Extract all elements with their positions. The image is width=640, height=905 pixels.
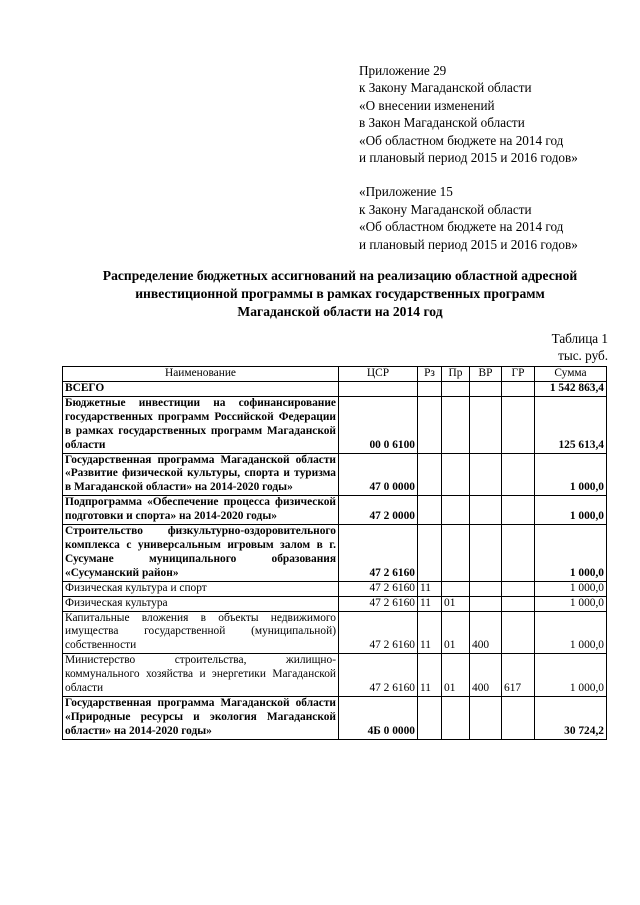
row-gr: 617: [502, 654, 535, 697]
row-gr: [502, 611, 535, 654]
row-pr: [442, 382, 470, 397]
appendix-line: Приложение 29: [359, 63, 447, 78]
row-rz: [418, 696, 442, 739]
row-csr: 47 2 6160: [339, 525, 418, 582]
row-rz: [418, 496, 442, 525]
row-vr: [470, 696, 502, 739]
row-csr: 47 2 6160: [339, 654, 418, 697]
row-name-text: Министерство строительства, жилищно-коммунального хозяйства и энергетики Магаданской области: [65, 654, 336, 695]
row-pr: [442, 696, 470, 739]
row-vr: [470, 581, 502, 596]
row-csr: [339, 382, 418, 397]
row-gr: [502, 581, 535, 596]
row-pr: [442, 496, 470, 525]
header-vr: ВР: [470, 367, 502, 382]
table-row: [63, 596, 607, 611]
row-name-text: ВСЕГО: [65, 382, 105, 394]
row-name: [63, 696, 339, 739]
row-rz: [418, 525, 442, 582]
appendix-line: к Закону Магаданской области: [359, 80, 532, 96]
row-name-text: Бюджетные инвестиции на софинансирование государственных программ Российской Федерации в рамках государственных программ Магаданской области: [65, 396, 336, 451]
row-name-text: Физическая культура: [65, 596, 168, 609]
appendix-line: и плановый период 2015 и 2016 годов»: [359, 150, 578, 166]
row-name-text: Капитальные вложения в объекты недвижимого имущества государственной (муниципальной) собственности: [65, 611, 336, 652]
row-vr: [470, 496, 502, 525]
row-pr: 01: [442, 654, 470, 697]
table-row: [63, 696, 607, 739]
row-csr: 4Б 0 0000: [339, 696, 418, 739]
row-name: [63, 382, 339, 397]
row-rz: [418, 453, 442, 496]
header-gr: ГР: [502, 367, 535, 382]
row-rz: [418, 396, 442, 453]
row-sum: 1 542 863,4: [535, 382, 607, 397]
row-gr: [502, 396, 535, 453]
header-rz: Рз: [418, 367, 442, 382]
row-pr: [442, 453, 470, 496]
row-name: [63, 496, 339, 525]
budget-table: [62, 366, 607, 740]
document-title: [40, 267, 640, 320]
row-vr: [470, 382, 502, 397]
appendix-line: в Закон Магаданской области: [359, 115, 525, 131]
row-vr: 400: [470, 654, 502, 697]
row-csr: 00 0 6100: [339, 396, 418, 453]
header-csr: ЦСР: [339, 367, 418, 382]
row-csr: 47 2 0000: [339, 496, 418, 525]
row-pr: [442, 525, 470, 582]
row-csr: 47 2 6160: [339, 596, 418, 611]
row-name: [63, 596, 339, 611]
appendix-line: «О внесении изменений: [359, 97, 495, 113]
row-vr: [470, 396, 502, 453]
header-name: Наименование: [63, 367, 339, 382]
table-row: [63, 382, 607, 397]
table-header-row: [63, 367, 607, 382]
row-csr: 47 0 0000: [339, 453, 418, 496]
row-name-text: Государственная программа Магаданской области «Природные ресурсы и экология Магаданской области» на 2014-2020 годы»: [65, 696, 336, 737]
row-gr: [502, 696, 535, 739]
row-gr: [502, 525, 535, 582]
row-name: [63, 525, 339, 582]
units-label: тыс. руб.: [558, 348, 608, 363]
table-row: [63, 525, 607, 582]
table-row: [63, 581, 607, 596]
row-rz: 11: [418, 611, 442, 654]
row-rz: [418, 382, 442, 397]
table-body: [63, 382, 607, 740]
row-sum: 1 000,0: [535, 453, 607, 496]
appendix-line: к Закону Магаданской области: [359, 201, 532, 217]
row-sum: 30 724,2: [535, 696, 607, 739]
table-row: [63, 496, 607, 525]
row-name: [63, 453, 339, 496]
row-pr: [442, 581, 470, 596]
row-name: [63, 396, 339, 453]
table-row: [63, 611, 607, 654]
table-label: Таблица 1: [551, 331, 608, 346]
row-sum: 125 613,4: [535, 396, 607, 453]
row-pr: 01: [442, 611, 470, 654]
row-rz: 11: [418, 596, 442, 611]
row-csr: 47 2 6160: [339, 611, 418, 654]
row-pr: [442, 396, 470, 453]
row-gr: [502, 496, 535, 525]
row-name: [63, 581, 339, 596]
row-gr: [502, 596, 535, 611]
row-vr: [470, 525, 502, 582]
title-line: инвестиционной программы в рамках государственных программ: [135, 285, 545, 301]
row-sum: 1 000,0: [535, 496, 607, 525]
row-name: [63, 611, 339, 654]
header-sum: Сумма: [535, 367, 607, 382]
row-name-text: Строительство физкультурно-оздоровительного комплекса с универсальным игровым залом в г. Сусумане муниципального образования «Сусуманский район»: [65, 525, 336, 579]
row-sum: 1 000,0: [535, 581, 607, 596]
table-row: [63, 654, 607, 697]
row-sum: 1 000,0: [535, 611, 607, 654]
row-name-text: Государственная программа Магаданской области «Развитие физической культуры, спорта и туризма в Магаданской области» на 2014-2020 годы»: [65, 453, 336, 494]
row-pr: 01: [442, 596, 470, 611]
table-row: [63, 396, 607, 453]
appendix-line: «Приложение 15: [359, 184, 453, 200]
header-pr: Пр: [442, 367, 470, 382]
appendix-line: «Об областном бюджете на 2014 год: [359, 132, 564, 148]
row-rz: 11: [418, 654, 442, 697]
row-sum: 1 000,0: [535, 525, 607, 582]
appendix-line: «Об областном бюджете на 2014 год: [359, 219, 564, 235]
row-csr: 47 2 6160: [339, 581, 418, 596]
row-vr: [470, 453, 502, 496]
row-name-text: Физическая культура и спорт: [65, 581, 207, 594]
row-gr: [502, 453, 535, 496]
row-name: [63, 654, 339, 697]
appendix-line: и плановый период 2015 и 2016 годов»: [359, 236, 578, 252]
row-rz: 11: [418, 581, 442, 596]
title-line: Магаданской области на 2014 год: [237, 303, 443, 319]
table-row: [63, 453, 607, 496]
title-line: Распределение бюджетных ассигнований на реализацию областной адресной: [102, 268, 578, 283]
appendix-header: [359, 62, 578, 253]
row-gr: [502, 382, 535, 397]
row-sum: 1 000,0: [535, 596, 607, 611]
row-vr: 400: [470, 611, 502, 654]
row-vr: [470, 596, 502, 611]
row-name-text: Подпрограмма «Обеспечение процесса физической подготовки и спорта» на 2014-2020 годы»: [65, 496, 336, 523]
row-sum: 1 000,0: [535, 654, 607, 697]
